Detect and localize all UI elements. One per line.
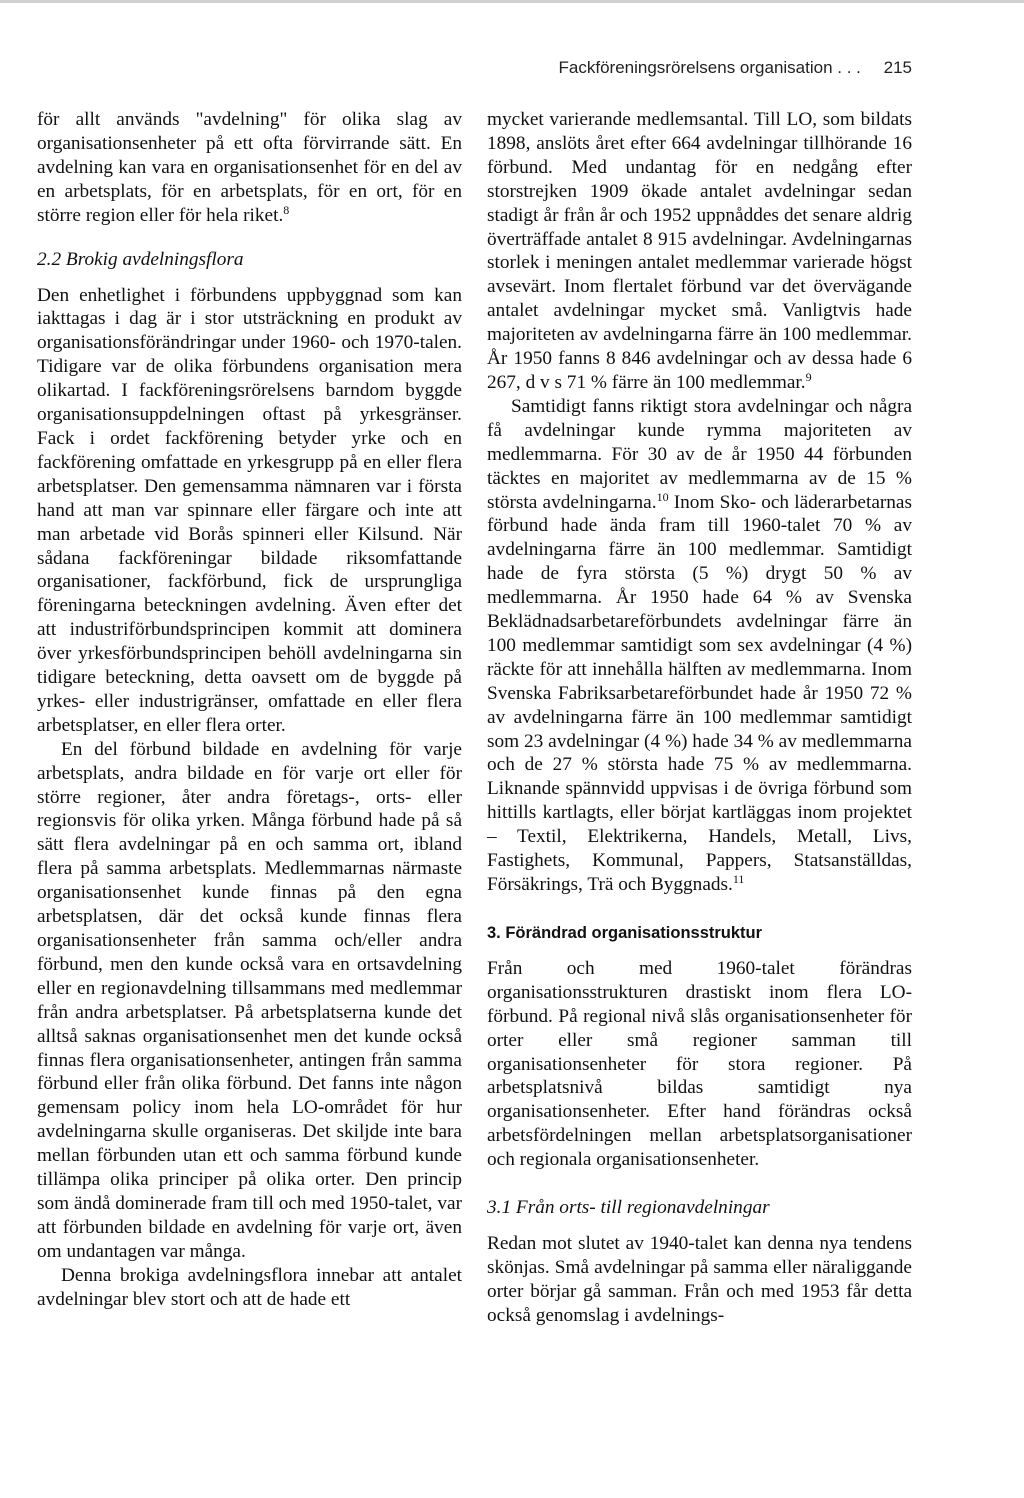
footnote-ref: 9 bbox=[805, 369, 812, 384]
footnote-ref: 8 bbox=[283, 202, 290, 217]
paragraph: Denna brokiga avdelningsflora innebar att antalet avdelningar blev stort och att de hade ett bbox=[37, 1264, 462, 1310]
running-head bbox=[559, 58, 912, 78]
paragraph bbox=[487, 395, 912, 897]
paragraph: Från och med 1960-talet förändras organisationsstrukturen drastiskt inom flera LO-förbund. På regional nivå slås organisationsenheter för orter eller små regioner samman till organisationsenheter för stora regioner. På arbetsplatsnivå bildas samtidigt nya organisationsenheter. Efter hand förändras också arbetsfördelningen mellan arbetsplatsorganisationer och regionala organisationsenheter. bbox=[487, 957, 912, 1171]
paragraph bbox=[37, 108, 462, 228]
subsection-heading: 3.1 Från orts- till regionavdelningar bbox=[487, 1197, 770, 1219]
paragraph: En del förbund bildade en avdelning för varje arbetsplats, andra bildade en för varje ort eller för större regioner, åter andra företags-, orts- eller regionsvis för olika yrken. Många förbund hade på så sätt flera avdelningar på en och samma ort, ibland flera på samma arbetsplats. Medlemmarnas närmaste organisationsenhet kunde finnas på den egna arbetsplatsen, där det också kunde finnas flera organisationsenheter från samma och/eller andra förbund, men den kunde också vara en ortsavdelning eller en regionavdelning tillsammans med medlemmar från andra arbetsplatser. På arbetsplatserna kunde det alltså saknas organisationsenhet men det kunde också finnas flera organisationsenheter, antingen från samma förbund eller från olika förbund. Det fanns inte någon gemensam policy inom hela LO-området för hur avdelningarna skulle organiseras. Det skiljde inte bara mellan förbunden utan ett och samma förbund kunde tillämpa olika principer på olika orter. Den princip som ändå dominerade fram till och med 1950-talet, var att förbunden bildade en avdelning för varje ort, även om undantagen var många. bbox=[37, 738, 462, 1262]
section-heading: 2.2 Brokig avdelningsflora bbox=[37, 248, 244, 270]
footnote-ref: 10 bbox=[656, 489, 669, 504]
page-number: 215 bbox=[883, 58, 912, 77]
paragraph: Den enhetlighet i förbundens uppbyggnad som kan iakttagas i dag är i stor utsträckning en produkt av organisationsförändringar under 1960- och 1970-talen. Tidigare var de olika förbundens organisation mera olikartad. I fackföreningsrörelsens barndom byggde organisationsuppdelningen oftast på yrkesgränser. Fack i ordet fackförening betyder yrke och en fackförening omfattade en yrkesgrupp på en eller flera arbetsplatser. Den gemensamma nämnaren var i första hand att man var spinnare eller färgare och inte att man arbetade vid Borås spinneri eller Kilsund. När sådana fackföreningar bildade riksomfattande organisationer, fackförbund, fick de ursprungliga föreningarna beteckningen avdelning. Även efter det att industriförbundsprincipen kommit att dominera över yrkesförbundsprincipen behöll avdelningarna sin tidigare beteckning, detta oavsett om de byggde på yrkes- eller industrigränser, omfattade en eller flera arbetsplatser, en eller flera orter. bbox=[37, 284, 462, 736]
left-column bbox=[37, 108, 462, 1312]
section-heading: 3. Förändrad organisationsstruktur bbox=[487, 923, 763, 942]
paragraph-text: Samtidigt fanns riktigt stora avdelningar och några få avdelningar kunde rymma majoriteten av medlemmarna. För 30 av de år 1950 44 förbunden täcktes en majoritet av medlemmarna av de 15 % största avdelningarna. bbox=[487, 395, 912, 513]
paragraph-text: mycket varierande medlemsantal. Till LO, som bildats 1898, anslöts året efter 664 avdelningar tillhörande 16 förbund. Med undantag för en nedgång efter storstrejken 1909 ökade antalet avdelningar sedan stadigt år från år och 1952 uppnåddes det senare aldrig överträffade antalet 8 915 avdelningar. Avdelningarnas storlek i meningen antalet medlemmar varierade högst avsevärt. Inom flertalet förbund var det övervägande antalet avdelningar mycket små. Vanligtvis hade majoriteten av avdelningarna färre än 100 medlemmar. År 1950 fanns 8 846 avdelningar och av dessa hade 6 267, d v s 71 % färre än 100 medlemmar. bbox=[487, 109, 912, 393]
right-column bbox=[487, 108, 912, 1328]
paragraph-text: för allt används "avdelning" för olika slag av organisationsenheter på ett ofta förvirrande sätt. En avdelning kan vara en organisationsenhet för en del av en arbetsplats, för en arbetsplats, för en ort, för en större region eller för hela riket. bbox=[37, 109, 462, 226]
footnote-ref: 11 bbox=[732, 872, 745, 886]
paragraph bbox=[487, 108, 912, 395]
paragraph-text: Inom Sko- och läderarbetarnas förbund hade ända fram till 1960-talet 70 % av avdelningarna färre än 100 medlemmar. Samtidigt hade de fyra största (5 %) drygt 50 % av medlemmarna. År 1950 hade 64 % av Svenska Beklädnadsarbetareförbundets avdelningar färre än 100 medlemmar samtidigt som sex avdelningar (4 %) räckte för att innehålla hälften av medlemmarna. Inom Svenska Fabriksarbetareförbundet hade år 1950 72 % av avdelningarna färre än 100 medlemmar samtidigt som 23 avdelningar (4 %) hade 34 % av medlemmarna och de 27 % största hade 75 % av medlemmarna. Liknande spännvidd uppvisas i de övriga förbund som hittills kartlagts, eller börjat kartläggas inom projektet – Textil, Elektrikerna, Handels, Metall, Livs, Fastighets, Kommunal, Pappers, Statsanställdas, Försäkrings, Trä och Byggnads. bbox=[487, 491, 912, 895]
top-rule bbox=[0, 0, 1024, 3]
paragraph: Redan mot slutet av 1940-talet kan denna nya tendens skönjas. Små avdelningar på samma eller näraliggande orter börjar gå samman. Från och med 1953 får detta också genomslag i avdelnings- bbox=[487, 1233, 912, 1326]
running-head-title: Fackföreningsrörelsens organisation . . . bbox=[558, 58, 861, 77]
